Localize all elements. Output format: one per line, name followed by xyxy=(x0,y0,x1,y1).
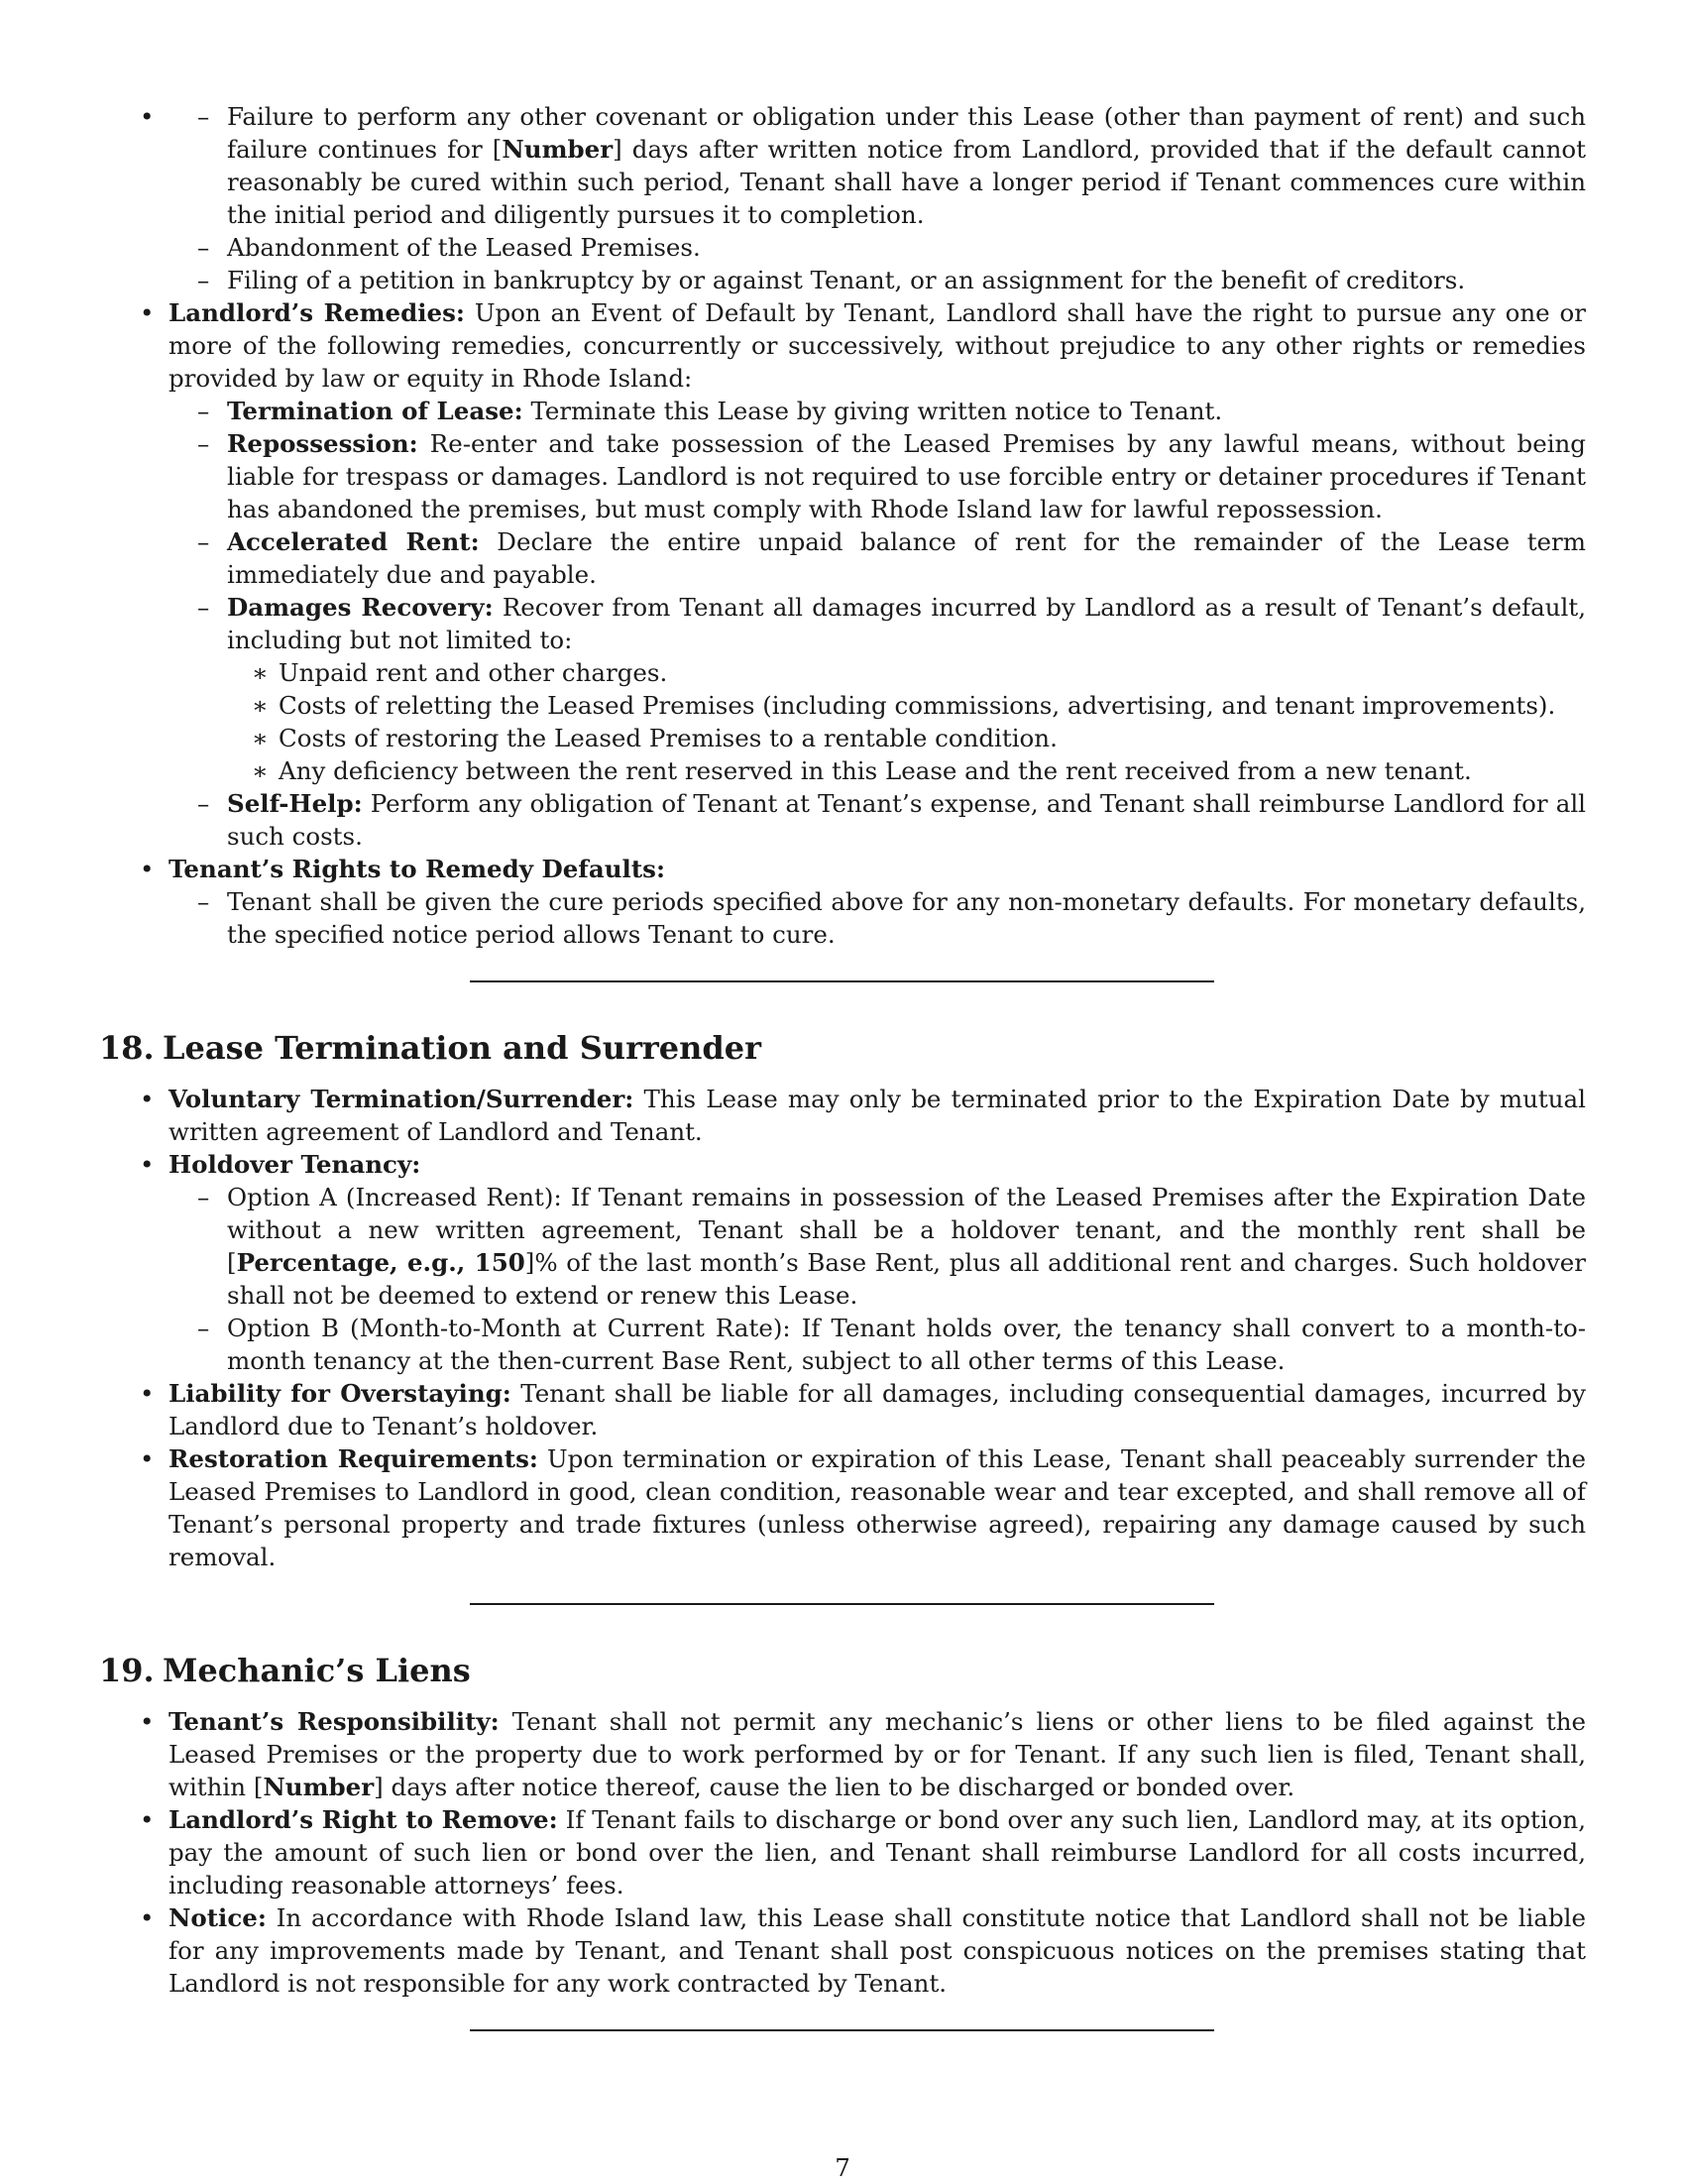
lien-days-placeholder: Number xyxy=(263,1773,375,1801)
tenant-rights-label: Tenant’s Rights to Remedy Defaults: xyxy=(168,855,665,883)
voluntary-termination-text: This Lease may only be terminated prior to the Expiration Date by mutual written agreement of Landlord and Tenant. xyxy=(168,1085,1586,1146)
default-item-bankruptcy: – Filing of a petition in bankruptcy by or against Tenant, or an assignment for the benefit of creditors. xyxy=(227,264,1586,296)
remedy-termination-label: Termination of Lease: xyxy=(227,397,523,425)
section-18-title: Lease Termination and Surrender xyxy=(163,1029,761,1067)
section-19-list xyxy=(99,1705,1586,2000)
tenant-rights-item xyxy=(168,853,1586,951)
tenant-responsibility-post: ] days after notice thereof, cause the lien to be discharged or bonded over. xyxy=(374,1773,1295,1801)
restoration-text: Upon termination or expiration of this Lease, Tenant shall peaceably surrender the Leased Premises to Landlord in good, clean condition, reasonable wear and tear excepted, and shall remove all of Tenant’s personal property and trade fixtures (unless otherwise agreed), repairing any damage caused by such removal. xyxy=(168,1444,1586,1571)
remedy-repossession xyxy=(227,427,1586,525)
landlord-remedies-text: Upon an Event of Default by Tenant, Landlord shall have the right to pursue any one or more of the following remedies, concurrently or successively, without prejudice to any other rights or remedies provided by law or equity in Rhode Island: xyxy=(168,298,1586,393)
landlord-remove-text: If Tenant fails to discharge or bond over any such lien, Landlord may, at its option, pay the amount of such lien or bond over the lien, and Tenant shall reimburse Landlord for all costs incurred, including reasonable attorneys’ fees. xyxy=(168,1805,1586,1899)
damages-item: ∗ Costs of reletting the Leased Premises (including commissions, advertising, and tenant improvements). xyxy=(279,689,1586,722)
section-18-heading xyxy=(99,1028,1586,1068)
section-divider xyxy=(470,2029,1214,2031)
holdover-options xyxy=(168,1181,1586,1377)
landlord-remedies-label: Landlord’s Remedies: xyxy=(168,298,465,327)
restoration-item xyxy=(168,1442,1586,1573)
section-18-list xyxy=(99,1083,1586,1573)
section-19-heading xyxy=(99,1651,1586,1690)
holdover-tenancy-label: Holdover Tenancy: xyxy=(168,1150,421,1179)
voluntary-termination-item xyxy=(168,1083,1586,1148)
landlord-remove-item xyxy=(168,1803,1586,1901)
damages-sublist xyxy=(227,656,1586,787)
tenant-rights-sublist xyxy=(168,885,1586,951)
tenant-responsibility-item xyxy=(168,1705,1586,1803)
liability-overstaying-item xyxy=(168,1377,1586,1442)
restoration-label: Restoration Requirements: xyxy=(168,1444,538,1473)
option-a-text-pre: Option A (Increased Rent): If Tenant remains in possession of the Leased Premises after the Expiration Date without a new written agreement, Tenant shall be a holdover tenant, and the monthly rent shall be [ xyxy=(227,1183,1586,1277)
notice-label: Notice: xyxy=(168,1903,267,1932)
page-content xyxy=(99,100,1586,2031)
remedy-self-help xyxy=(227,787,1586,853)
section-19-number: 19. xyxy=(99,1652,155,1689)
holdover-option-b: – Option B (Month-to-Month at Current Rate): If Tenant holds over, the tenancy shall convert to a month-to-month tenancy at the then-current Base Rent, subject to all other terms of this Lease. xyxy=(227,1312,1586,1377)
notice-item xyxy=(168,1901,1586,2000)
covenant-text-post: ] days after written notice from Landlord, provided that if the default cannot reasonably be cured within such period, Tenant shall have a longer period if Tenant commences cure within the initial period and diligently pursues it to completion. xyxy=(227,135,1586,229)
covenant-text-pre: Failure to perform any other covenant or obligation under this Lease (other than payment of rent) and such failure continues for [ xyxy=(227,102,1586,164)
remedies-sublist xyxy=(168,395,1586,853)
remedy-damages-label: Damages Recovery: xyxy=(227,593,494,622)
remedy-repossession-text: Re-enter and take possession of the Leased Premises by any lawful means, without being liable for trespass or damages. Landlord is not required to use forcible entry or detainer procedures if Tenant has abandoned the premises, but must comply with Rhode Island law for lawful repossession. xyxy=(227,429,1586,523)
damages-item: ∗ Any deficiency between the rent reserved in this Lease and the rent received from a new tenant. xyxy=(279,754,1586,787)
damages-item: ∗ Costs of restoring the Leased Premises to a rentable condition. xyxy=(279,722,1586,754)
landlord-remedies-item xyxy=(168,296,1586,853)
voluntary-termination-label: Voluntary Termination/Surrender: xyxy=(168,1085,634,1113)
remedy-selfhelp-text: Perform any obligation of Tenant at Tenant’s expense, and Tenant shall reimburse Landlord for all such costs. xyxy=(227,789,1586,851)
liability-overstaying-text: Tenant shall be liable for all damages, including consequential damages, incurred by Landlord due to Tenant’s holdover. xyxy=(168,1379,1586,1440)
section-18-number: 18. xyxy=(99,1029,155,1067)
remedy-termination xyxy=(227,395,1586,427)
remedy-selfhelp-label: Self-Help: xyxy=(227,789,363,818)
section-19-title: Mechanic’s Liens xyxy=(163,1652,471,1689)
holdover-option-a xyxy=(227,1181,1586,1312)
default-list-wrapper xyxy=(168,100,1586,296)
default-list-continuation xyxy=(99,100,1586,296)
liability-overstaying-label: Liability for Overstaying: xyxy=(168,1379,511,1408)
damages-item: ∗ Unpaid rent and other charges. xyxy=(279,656,1586,689)
tenant-responsibility-pre: Tenant shall not permit any mechanic’s liens or other liens to be filed against the Leased Premises or the property due to work performed by or for Tenant. If any such lien is filed, Tenant shall, within [ xyxy=(168,1707,1587,1801)
remedy-damages xyxy=(227,591,1586,787)
default-item-abandonment: – Abandonment of the Leased Premises. xyxy=(227,231,1586,264)
remedy-damages-text: Recover from Tenant all damages incurred by Landlord as a result of Tenant’s default, including but not limited to: xyxy=(227,593,1586,654)
remedies-list xyxy=(99,296,1586,951)
remedy-termination-text: Terminate this Lease by giving written notice to Tenant. xyxy=(530,397,1223,425)
tenant-rights-text: – Tenant shall be given the cure periods specified above for any non-monetary defaults. For monetary defaults, the specified notice period allows Tenant to cure. xyxy=(227,885,1586,951)
remedy-repossession-label: Repossession: xyxy=(227,429,418,458)
covenant-number-placeholder: Number xyxy=(502,135,614,164)
option-a-text-post: ]% of the last month’s Base Rent, plus all additional rent and charges. Such holdover shall not be deemed to extend or renew this Lease. xyxy=(227,1248,1586,1310)
remedy-accelerated-label: Accelerated Rent: xyxy=(227,527,480,556)
holdover-tenancy-item xyxy=(168,1148,1586,1377)
page-number: 7 xyxy=(835,2153,850,2182)
notice-text: In accordance with Rhode Island law, this Lease shall constitute notice that Landlord shall not be liable for any improvements made by Tenant, and Tenant shall post conspicuous notices on the premises stating that Landlord is not responsible for any work contracted by Tenant. xyxy=(168,1903,1586,1998)
tenant-responsibility-label: Tenant’s Responsibility: xyxy=(168,1707,500,1736)
landlord-remove-label: Landlord’s Right to Remove: xyxy=(168,1805,558,1834)
option-a-percentage-placeholder: Percentage, e.g., 150 xyxy=(236,1248,525,1277)
remedy-accelerated-text: Declare the entire unpaid balance of rent for the remainder of the Lease term immediately due and payable. xyxy=(227,527,1586,589)
default-events-list xyxy=(168,100,1586,296)
remedy-accelerated-rent xyxy=(227,525,1586,591)
default-item-covenant xyxy=(227,100,1586,231)
